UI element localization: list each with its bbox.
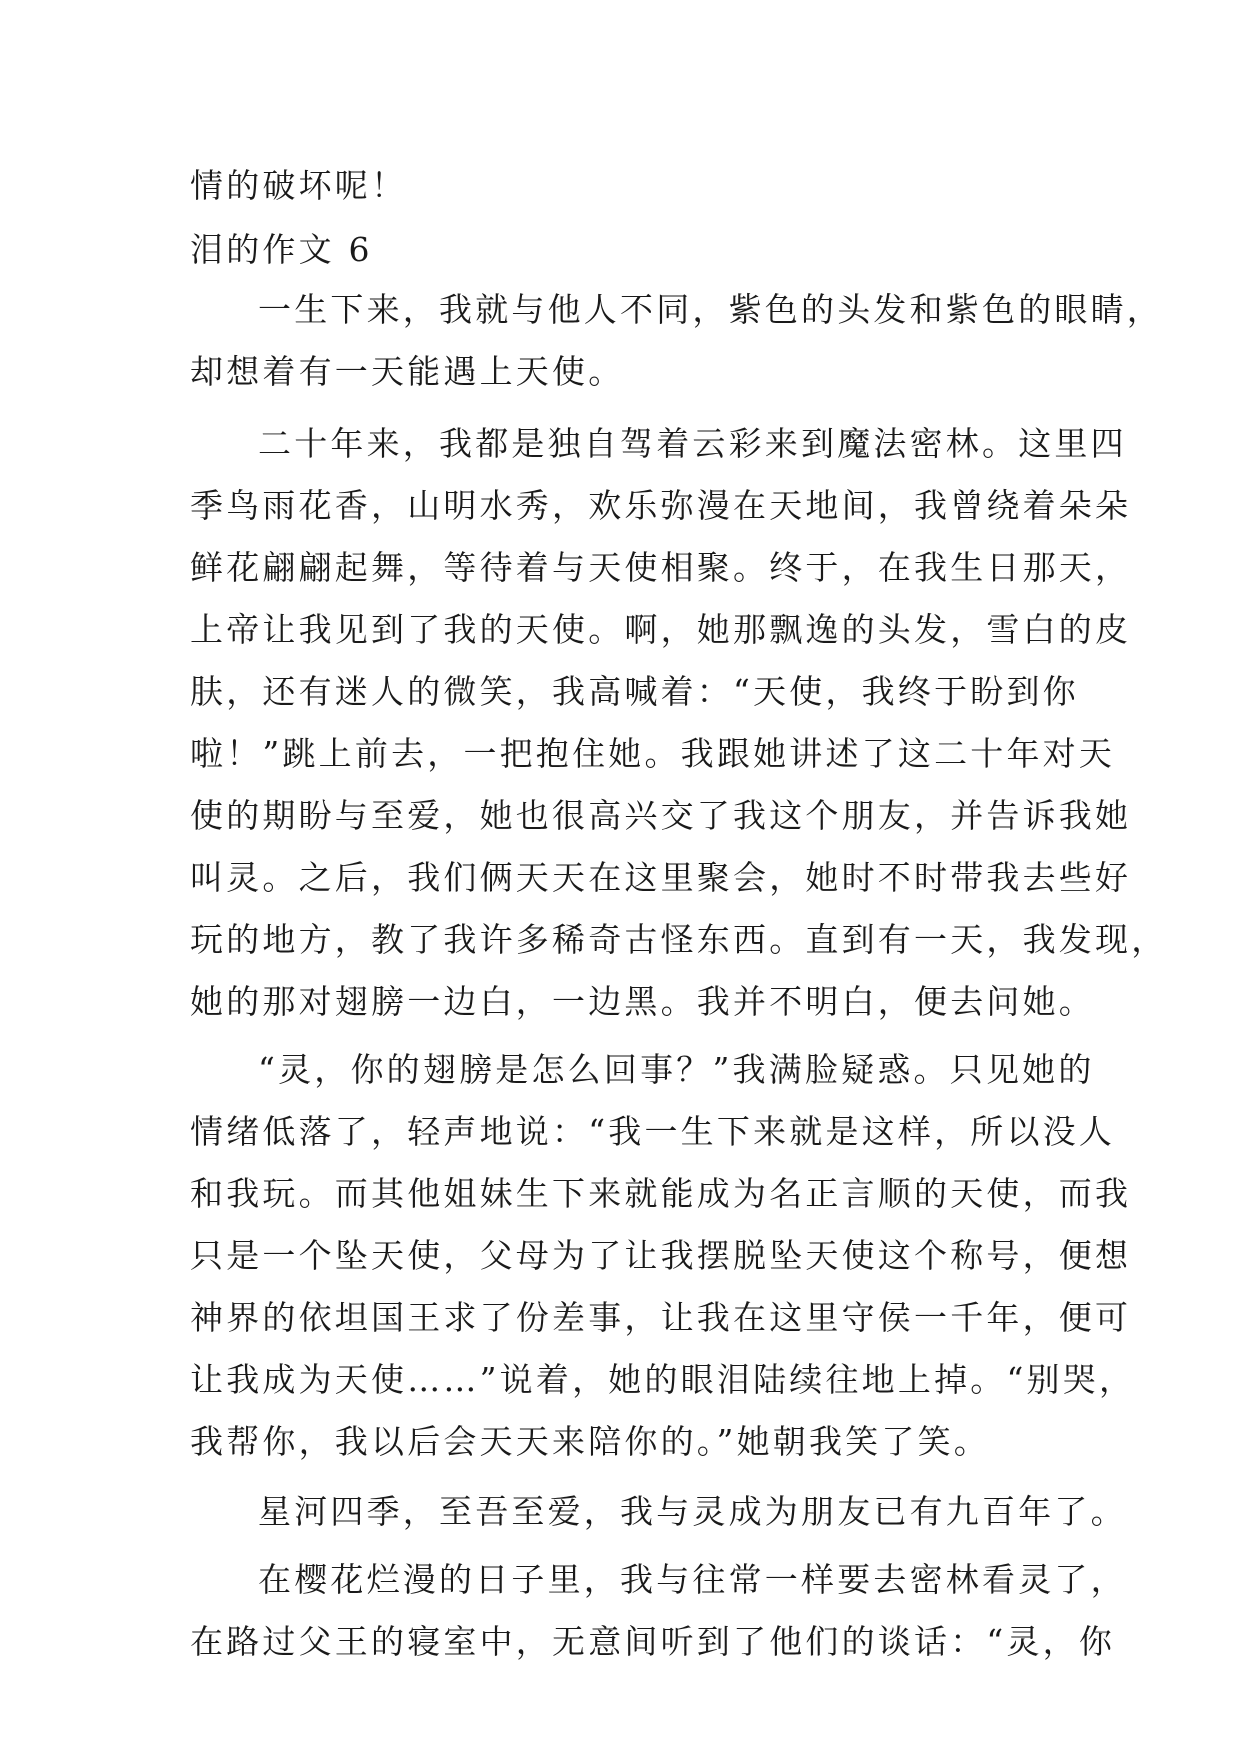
paragraph-line: 二十年来，我都是独自驾着云彩来到魔法密林。这里四 (258, 424, 1127, 463)
paragraph-line: “灵，你的翅膀是怎么回事？”我满脸疑惑。只见她的 (258, 1050, 1095, 1089)
paragraph-line: 和我玩。而其他姐妹生下来就能成为名正言顺的天使，而我 (190, 1174, 1132, 1213)
paragraph-line: 在樱花烂漫的日子里，我与往常一样要去密林看灵了， (258, 1560, 1127, 1599)
section-heading: 泪的作文 6 (190, 230, 373, 269)
paragraph-line: 叫灵。之后，我们俩天天在这里聚会，她时不时带我去些好 (190, 858, 1132, 897)
paragraph-line: 啦！”跳上前去，一把抱住她。我跟她讲述了这二十年对天 (190, 734, 1116, 773)
paragraph-line: 却想着有一天能遇上天使。 (190, 352, 625, 391)
paragraph-line: 让我成为天使……”说着，她的眼泪陆续往地上掉。“别哭， (190, 1360, 1136, 1399)
paragraph-line: 情绪低落了，轻声地说：“我一生下来就是这样，所以没人 (190, 1112, 1116, 1151)
paragraph-line: 使的期盼与至爱，她也很高兴交了我这个朋友，并告诉我她 (190, 796, 1132, 835)
paragraph-line: 星河四季，至吾至爱，我与灵成为朋友已有九百年了。 (258, 1492, 1127, 1531)
paragraph-line: 肤，还有迷人的微笑，我高喊着：“天使，我终于盼到你 (190, 672, 1079, 711)
paragraph-line: 一生下来，我就与他人不同，紫色的头发和紫色的眼睛， (258, 290, 1163, 329)
paragraph-line: 只是一个坠天使，父母为了让我摆脱坠天使这个称号，便想 (190, 1236, 1132, 1275)
paragraph-line: 神界的依坦国王求了份差事，让我在这里守侯一千年，便可 (190, 1298, 1132, 1337)
paragraph-line: 在路过父王的寝室中，无意间听到了他们的谈话：“灵，你 (190, 1622, 1116, 1661)
paragraph-line: 上帝让我见到了我的天使。啊，她那飘逸的头发，雪白的皮 (190, 610, 1132, 649)
text-line: 情的破坏呢！ (190, 166, 408, 205)
paragraph-line: 鲜花翩翩起舞，等待着与天使相聚。终于，在我生日那天， (190, 548, 1132, 587)
paragraph-line: 玩的地方，教了我许多稀奇古怪东西。直到有一天，我发现， (190, 920, 1168, 959)
paragraph-line: 季鸟雨花香，山明水秀，欢乐弥漫在天地间，我曾绕着朵朵 (190, 486, 1132, 525)
paragraph-line: 我帮你，我以后会天天来陪你的。”她朝我笑了笑。 (190, 1422, 990, 1461)
paragraph-line: 她的那对翅膀一边白，一边黑。我并不明白，便去问她。 (190, 982, 1095, 1021)
